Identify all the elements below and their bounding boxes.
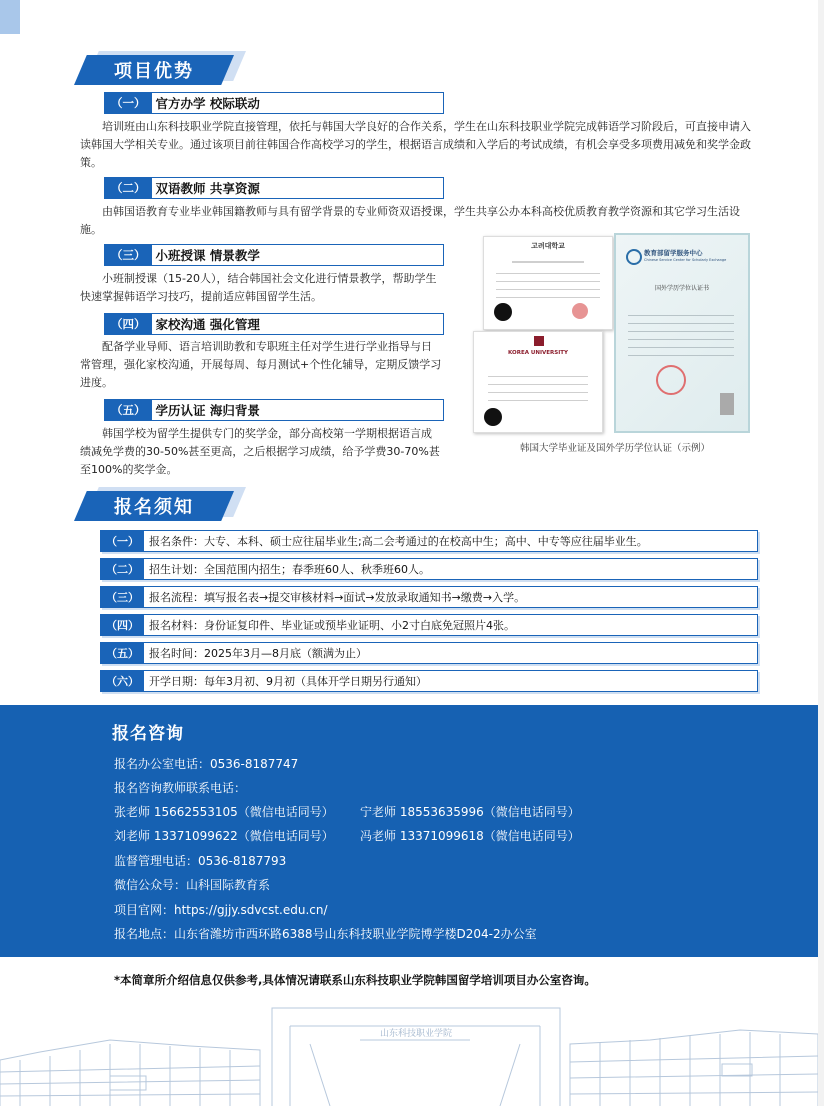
official-seal-icon [656, 365, 686, 395]
top-accent-bar [0, 0, 20, 34]
photo-redaction [720, 393, 734, 415]
advantage-text-5: 韩国学校为留学生提供专门的奖学金，部分高校第一学期根据语言成绩减免学费的30-50%甚至更高，之后根据学习成绩，给予学费30-70%甚至100%的奖学金。 [80, 427, 440, 476]
enrollment-row-3 [100, 586, 758, 608]
registration-address: 报名地点：山东省潍坊市西环路6388号山东科技职业学院博学楼D204-2办公室 [114, 927, 537, 941]
korea-diploma-title: 고려대학교 [531, 242, 565, 250]
row-number: （二） [101, 559, 144, 579]
photo-redaction [484, 408, 502, 426]
row-text: 报名条件：大专、本科、硕士应往届毕业生;高二会考通过的在校高中生；高中、中专等应往届毕业生。 [149, 535, 648, 548]
advantage-label: 学历认证 海归背景 [155, 403, 260, 418]
section-banner-advantages [74, 55, 234, 85]
teacher-phone: 宁老师 18553635996（微信电话同号） [360, 805, 580, 819]
advantage-heading-1 [104, 92, 444, 114]
cscse-logo-icon [626, 249, 642, 265]
teachers-label: 报名咨询教师联系电话： [114, 781, 247, 795]
row-text: 报名时间：2025年3月—8月底（额满为止） [149, 647, 367, 660]
enrollment-row-2 [100, 558, 758, 580]
section-title-enrollment: 报名须知 [114, 497, 194, 518]
campus-sign: 山东科技职业学院 [379, 1029, 453, 1039]
project-website: 项目官网：https://gjjy.sdvcst.edu.cn/ [114, 903, 328, 917]
cscse-title: 教育部留学服务中心 [644, 249, 703, 257]
row-number: （六） [101, 671, 144, 691]
row-text: 开学日期：每年3月初、9月初（具体开学日期另行通知） [149, 675, 427, 688]
advantage-label: 小班授课 情景教学 [155, 248, 260, 263]
advantage-number: （一） [105, 93, 152, 113]
advantage-text-2: 由韩国语教育专业毕业韩国籍教师与具有留学背景的专业师资双语授课，学生共享公办本科高校优质教育教学资源和其它学习生活设施。 [80, 205, 740, 236]
advantage-number: （二） [105, 178, 152, 198]
row-text: 报名材料：身份证复印件、毕业证或预毕业证明、小2寸白底免冠照片4张。 [149, 619, 515, 632]
advantage-heading-2 [104, 177, 444, 199]
office-phone: 报名办公室电话：0536-8187747 [114, 757, 299, 771]
advantage-heading-5 [104, 399, 444, 421]
section-title-advantages: 项目优势 [114, 61, 194, 82]
row-number: （五） [101, 643, 144, 663]
teacher-phone: 张老师 15662553105（微信电话同号） [114, 805, 334, 819]
korea-university-name: KOREA UNIVERSITY [508, 350, 568, 356]
advantage-label: 官方办学 校际联动 [155, 96, 260, 111]
campus-illustration [0, 1000, 818, 1106]
university-crest-icon [534, 336, 544, 346]
contact-title: 报名咨询 [112, 724, 184, 744]
teacher-phone: 冯老师 13371099618（微信电话同号） [360, 829, 580, 843]
row-number: （一） [101, 531, 144, 551]
photo-redaction [494, 303, 512, 321]
teacher-phone: 刘老师 13371099622（微信电话同号） [114, 829, 334, 843]
enrollment-row-5 [100, 642, 758, 664]
row-number: （四） [101, 615, 144, 635]
korea-university-degree-image [473, 331, 603, 433]
advantage-heading-4 [104, 313, 444, 335]
advantage-number: （五） [105, 400, 152, 420]
cscse-certificate-image [614, 233, 750, 433]
enrollment-row-1 [100, 530, 758, 552]
advantage-label: 双语教师 共享资源 [155, 181, 260, 196]
korea-diploma-image [483, 236, 613, 330]
certificates-caption: 韩国大学毕业证及国外学历学位认证（示例） [519, 443, 710, 454]
cscse-document-title: 国外学历学位认证书 [654, 285, 709, 292]
section-banner-enrollment [74, 491, 234, 521]
enrollment-row-6 [100, 670, 758, 692]
contact-panel [0, 705, 818, 957]
page-edge [818, 0, 824, 1106]
enrollment-row-4 [100, 614, 758, 636]
advantage-text-3: 小班制授课（15-20人），结合韩国社会文化进行情景教学，帮助学生快速掌握韩语学习技巧，提前适应韩国留学生活。 [80, 272, 437, 303]
seal-icon [572, 303, 588, 319]
row-text: 报名流程：填写报名表→提交审核材料→面试→发放录取通知书→缴费→入学。 [149, 591, 526, 604]
wechat-account: 微信公众号：山科国际教育系 [114, 878, 271, 892]
row-number: （三） [101, 587, 144, 607]
advantage-number: （四） [105, 314, 152, 334]
advantage-heading-3 [104, 244, 444, 266]
disclaimer-note: *本简章所介绍信息仅供参考,具体情况请联系山东科技职业学院韩国留学培训项目办公室咨询。 [114, 973, 596, 987]
supervision-phone: 监督管理电话：0536-8187793 [114, 854, 287, 868]
advantage-number: （三） [105, 245, 152, 265]
advantage-label: 家校沟通 强化管理 [155, 317, 260, 332]
row-text: 招生计划：全国范围内招生；春季班60人、秋季班60人。 [149, 563, 430, 576]
advantage-text-1: 培训班由山东科技职业学院直接管理，依托与韩国大学良好的合作关系，学生在山东科技职业学院完成韩语学习阶段后，可直接申请入读韩国大学相关专业。通过该项目前往韩国合作高校学习的学生，根据语言成绩和入学后的考试成绩，有机会享受多项费用减免和奖学金政策。 [80, 120, 751, 169]
cscse-subtitle: Chinese Service Center for Scholarly Exchange [644, 258, 727, 262]
advantage-text-4: 配备学业导师、语言培训助教和专职班主任对学生进行学业指导与日常管理，强化家校沟通，开展每周、每月测试+个性化辅导，定期反馈学习进度。 [80, 340, 442, 389]
